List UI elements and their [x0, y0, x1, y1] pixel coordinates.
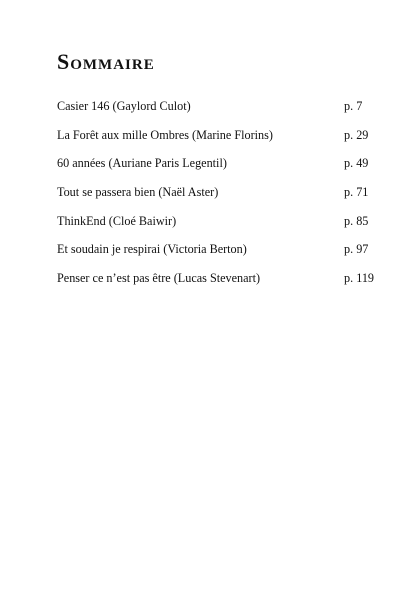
toc-entry-title: Et soudain je respirai (Victoria Berton) — [57, 242, 247, 257]
toc-entry-title: 60 années (Auriane Paris Legentil) — [57, 156, 227, 171]
toc-entry — [57, 214, 375, 243]
toc-entry-page: p. 71 — [344, 185, 369, 200]
toc-entry-title: La Forêt aux mille Ombres (Marine Florins) — [57, 127, 273, 142]
toc-entry-page: p. 85 — [344, 213, 369, 228]
toc-entry-page: p. 7 — [344, 99, 363, 113]
toc-entry-title: Penser ce n’est pas être (Lucas Stevenart) — [57, 271, 261, 286]
page-title: Sommaire — [57, 49, 155, 74]
toc-entry-title: Casier 146 (Gaylord Culot) — [57, 99, 191, 113]
toc-entry-page: p. 49 — [344, 156, 369, 171]
toc-entry — [57, 271, 375, 300]
toc-entry-title: Tout se passera bien (Naël Aster) — [57, 185, 219, 200]
toc-entry — [57, 156, 375, 185]
toc-entry — [57, 128, 375, 157]
table-of-contents — [57, 99, 375, 300]
toc-entry-page: p. 29 — [344, 127, 369, 142]
toc-entry — [57, 185, 375, 214]
toc-entry — [57, 242, 375, 271]
toc-entry — [57, 99, 375, 128]
toc-entry-title: ThinkEnd (Cloé Baiwir) — [57, 213, 177, 228]
toc-entry-page: p. 119 — [344, 271, 375, 286]
toc-entry-page: p. 97 — [344, 242, 369, 257]
